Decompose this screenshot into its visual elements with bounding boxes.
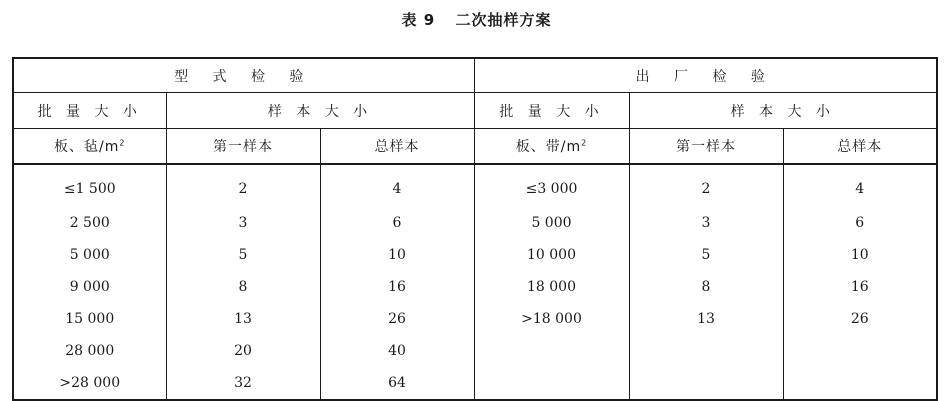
factory-total-cell: 16 — [783, 271, 937, 303]
factory-total-cell — [783, 335, 937, 367]
factory-total-cell: 4 — [783, 164, 937, 207]
factory-batch-cell — [474, 335, 629, 367]
factory-total-sample-header: 总样本 — [783, 129, 937, 165]
type-total-cell: 10 — [320, 239, 474, 271]
factory-batch-cell: >18 000 — [474, 303, 629, 335]
table-row — [13, 303, 937, 335]
type-test-header: 型 式 检 验 — [13, 58, 474, 93]
type-batch-cell: ≤1 500 — [13, 164, 166, 207]
factory-total-cell: 6 — [783, 207, 937, 239]
factory-test-header: 出 厂 检 验 — [474, 58, 937, 93]
type-sample-size-header: 样 本 大 小 — [166, 93, 474, 129]
type-batch-cell: 15 000 — [13, 303, 166, 335]
factory-total-cell: 26 — [783, 303, 937, 335]
type-batch-cell: 9 000 — [13, 271, 166, 303]
sampling-plan-table — [12, 57, 938, 401]
type-first-cell: 13 — [166, 303, 320, 335]
table-row — [13, 164, 937, 207]
type-total-cell: 40 — [320, 335, 474, 367]
type-total-cell: 6 — [320, 207, 474, 239]
factory-total-cell — [783, 367, 937, 400]
type-total-cell: 64 — [320, 367, 474, 400]
factory-batch-cell: ≤3 000 — [474, 164, 629, 207]
factory-first-cell: 2 — [629, 164, 783, 207]
type-first-cell: 2 — [166, 164, 320, 207]
factory-first-sample-header: 第一样本 — [629, 129, 783, 165]
factory-batch-cell: 5 000 — [474, 207, 629, 239]
type-first-cell: 8 — [166, 271, 320, 303]
table-row — [13, 271, 937, 303]
type-total-cell: 16 — [320, 271, 474, 303]
factory-first-cell: 13 — [629, 303, 783, 335]
factory-batch-cell: 18 000 — [474, 271, 629, 303]
type-first-cell: 3 — [166, 207, 320, 239]
factory-first-cell: 5 — [629, 239, 783, 271]
factory-total-cell: 10 — [783, 239, 937, 271]
factory-first-cell: 8 — [629, 271, 783, 303]
type-first-cell: 5 — [166, 239, 320, 271]
type-batch-cell: 5 000 — [13, 239, 166, 271]
type-batch-cell: >28 000 — [13, 367, 166, 400]
factory-unit-header: 板、带$/m^2$ — [474, 129, 629, 165]
type-total-cell: 26 — [320, 303, 474, 335]
factory-first-cell — [629, 367, 783, 400]
table-row — [13, 207, 937, 239]
factory-batch-cell — [474, 367, 629, 400]
factory-first-cell — [629, 335, 783, 367]
table-caption — [0, 9, 949, 30]
type-total-sample-header: 总样本 — [320, 129, 474, 165]
type-batch-size-header: 批 量 大 小 — [13, 93, 166, 129]
table-number: 表 9 — [401, 11, 436, 29]
type-unit-header: 板、毡$/m^2$ — [13, 129, 166, 165]
factory-first-cell: 3 — [629, 207, 783, 239]
table-row — [13, 367, 937, 400]
type-first-sample-header: 第一样本 — [166, 129, 320, 165]
table-title: 二次抽样方案 — [455, 11, 552, 29]
table-row — [13, 335, 937, 367]
factory-sample-size-header: 样 本 大 小 — [629, 93, 937, 129]
type-first-cell: 20 — [166, 335, 320, 367]
type-batch-cell: 2 500 — [13, 207, 166, 239]
type-total-cell: 4 — [320, 164, 474, 207]
type-batch-cell: 28 000 — [13, 335, 166, 367]
factory-batch-size-header: 批 量 大 小 — [474, 93, 629, 129]
type-first-cell: 32 — [166, 367, 320, 400]
table-row — [13, 239, 937, 271]
factory-batch-cell: 10 000 — [474, 239, 629, 271]
